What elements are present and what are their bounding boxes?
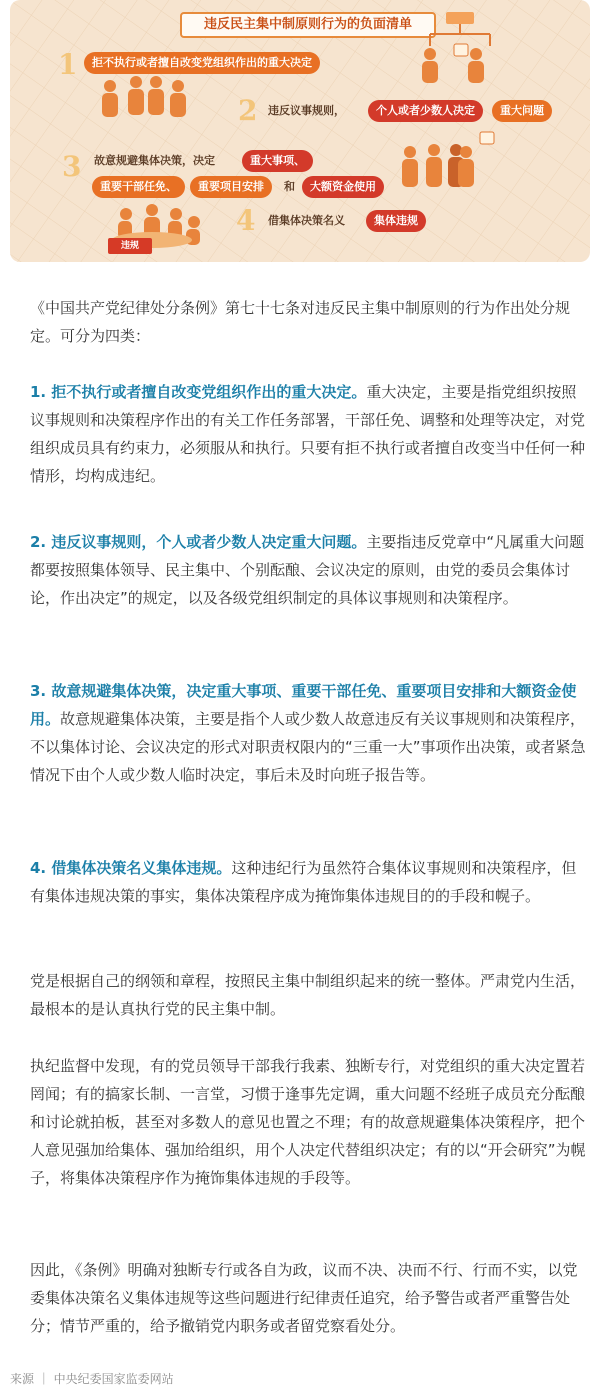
point-3-body: 故意规避集体决策，主要是指个人或少数人故意违反有关议事规则和决策程序，不以集体讨论、会议决定的形式对职责权限内的“三重一大”事项作出决策，或者紧急情况下由个人或少数人临时决定，事后未及时向班子报告等。 — [30, 710, 586, 784]
item-3-tag-1: 重大事项、 — [242, 150, 313, 172]
violation-stamp: 违规 — [108, 238, 152, 254]
item-number-4: 4 — [236, 204, 256, 237]
point-4-body: 这种违纪行为虽然符合集体议事规则和决策程序，但有集体违规决策的事实，集体决策程序成为掩饰集体违规目的的手段和幌子。 — [30, 859, 577, 905]
paragraph-7-text: 因此，《条例》明确对独断专行或各自为政，议而不决、决而不行、行而不实，以党委集体决策名义集体违规等这些问题进行纪律责任追究，给予警告或者严重警告处分；情节严重的，给予撤销党内职务或者留党察看处分。 — [30, 1261, 578, 1335]
item-3-tag-4: 大额资金使用 — [302, 176, 384, 198]
paragraph-6 — [30, 1052, 590, 1192]
item-number-3: 3 — [62, 150, 82, 183]
item-3-tag-3: 重要项目安排 — [190, 176, 272, 198]
paragraph-5-text: 党是根据自己的纲领和章程，按照民主集中制组织起来的统一整体。严肃党内生活，最根本的是认真执行党的民主集中制。 — [30, 972, 586, 1018]
intro-paragraph — [30, 294, 590, 350]
item-3-text: 故意规避集体决策，决定 — [94, 154, 215, 167]
point-4 — [30, 854, 590, 910]
paragraph-6-text: 执纪监督中发现，有的党员领导干部我行我素、独断专行，对党组织的重大决定置若罔闻；有的搞家长制、一言堂，习惯于逢事先定调，重大问题不经班子成员充分酝酿和讨论就拍板，甚至对多数人的意见也置之不理；有的故意规避集体决策程序，把个人意见强加给集体、强加给组织，用个人决定代替组织决定；有的以“开会研究”为幌子，将集体决策程序作为掩饰集体违规的手段等。 — [30, 1057, 586, 1187]
item-2-text: 违反议事规则， — [268, 104, 345, 117]
point-3-heading: 3. 故意规避集体决策，决定重大事项、重要干部任免、重要项目安排和大额资金使用。 — [30, 682, 577, 728]
infographic-banner — [10, 0, 590, 262]
paragraph-5 — [30, 967, 590, 1023]
intro-text: 《中国共产党纪律处分条例》第七十七条对违反民主集中制原则的行为作出处分规定。可分为四类： — [30, 299, 571, 345]
paragraph-7 — [30, 1256, 590, 1340]
point-2 — [30, 528, 590, 612]
point-3 — [30, 677, 590, 789]
item-2-tag-2: 重大问题 — [492, 100, 552, 122]
item-4-text: 借集体决策名义 — [268, 214, 345, 227]
item-number-2: 2 — [238, 94, 258, 127]
infographic-title: 违反民主集中制原则行为的负面清单 — [180, 12, 436, 38]
point-4-heading: 4. 借集体决策名义集体违规。 — [30, 859, 232, 877]
item-3-and: 和 — [284, 180, 295, 193]
people-illustration — [10, 0, 590, 262]
point-2-heading: 2. 违反议事规则，个人或者少数人决定重大问题。 — [30, 533, 367, 551]
item-2-tag: 个人或者少数人决定 — [368, 100, 483, 122]
point-1-heading: 1. 拒不执行或者擅自改变党组织作出的重大决定。 — [30, 383, 367, 401]
item-4-tag: 集体违规 — [366, 210, 426, 232]
source-footer: 来源 ｜ 中央纪委国家监委网站 — [10, 1372, 174, 1386]
item-number-1: 1 — [58, 48, 78, 81]
point-1-body: 重大决定，主要是指党组织按照议事规则和决策程序作出的有关工作任务部署，干部任免、调整和处理等决定，对党组织成员具有约束力，必须服从和执行。只要有拒不执行或者擅自改变当中任何一种情形，均构成违纪。 — [30, 383, 586, 485]
item-1-tag: 拒不执行或者擅自改变党组织作出的重大决定 — [84, 52, 320, 74]
point-2-body: 主要指违反党章中“凡属重大问题都要按照集体领导、民主集中、个别酝酿、会议决定的原则，由党的委员会集体讨论，作出决定”的规定，以及各级党组织制定的具体议事规则和决策程序。 — [30, 533, 585, 607]
point-1 — [30, 378, 590, 490]
item-3-tag-2: 重要干部任免、 — [92, 176, 185, 198]
